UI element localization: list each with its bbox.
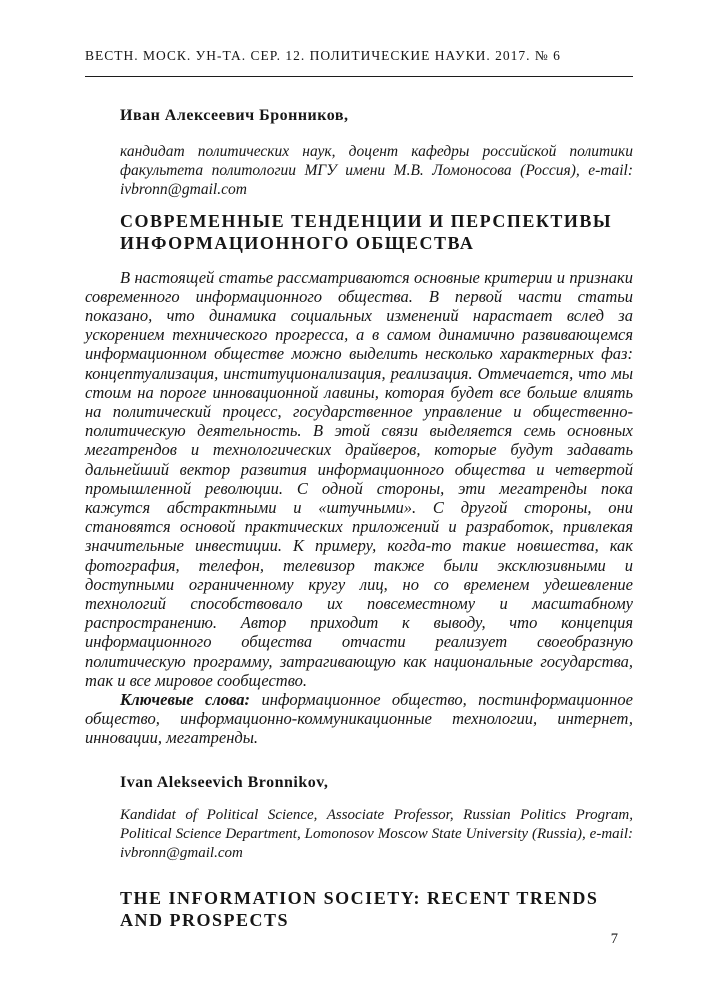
author-name-ru: Иван Алексеевич Бронников, xyxy=(120,107,349,124)
abstract-paragraph: В настоящей статье рассматриваются основные критерии и признаки современного информационного общества. В первой части статьи показано, что динамика социальных изменений нарастает вслед за ускорением технического прогресса, а в самом динамично развивающемся информационном обществе можно выделить несколько характерных фаз: концептуализация, институционализация, реализация. Отмечается, что мы стоим на пороге инновационной лавины, которая будет все больше влиять на политический процесс, государственное управление и общественно-политическую деятельность. В этой связи выделяется семь основных мегатрендов и технологических драйверов, которые будут задавать дальнейший вектор развития информационного общества и четвертой промышленной революции. С одной стороны, эти мегатренды пока кажутся абстрактными и «штучными». С другой стороны, они становятся основой практических приложений и разработок, привлекая значительные инвестиции. К примеру, когда-то такие новшества, как фотография, телефон, телевизор также были эксклюзивными и доступными ограниченному кругу лиц, но со временем удешевление технологий способствовало их повсеместному и масштабному распространению. Автор приходит к выводу, что концепция информационного общества отчасти реализует своеобразную политическую программу, затрагивающую как национальные государства, так и все мировое сообщество. xyxy=(85,267,633,690)
keywords-label: Ключевые слова: xyxy=(120,690,251,710)
page-number: 7 xyxy=(610,931,618,947)
journal-header: ВЕСТН. МОСК. УН-ТА. СЕР. 12. ПОЛИТИЧЕСКИЕ НАУКИ. 2017. № 6 xyxy=(85,0,633,77)
article-title-en: THE INFORMATION SOCIETY: RECENT TRENDS AND PROSPECTS xyxy=(120,888,599,931)
keywords-paragraph xyxy=(85,690,633,748)
author-name-en: Ivan Alekseevich Bronnikov, xyxy=(120,773,329,791)
author-affiliation-en: Kandidat of Political Science, Associate Professor, Russian Politics Program, Political Science Department, Lomonosov Moscow State University (Russia), e-mail: ivbronn@gmail.com xyxy=(120,806,633,862)
article-title-ru: СОВРЕМЕННЫЕ ТЕНДЕНЦИИ И ПЕРСПЕКТИВЫ ИНФОРМАЦИОННОГО ОБЩЕСТВА xyxy=(120,210,613,253)
author-affiliation-ru: кандидат политических наук, доцент кафедры российской политики факультета политологии МГУ имени М.В. Ломоносова (Россия), e-mail: ivbronn@gmail.com xyxy=(120,143,633,199)
keywords-text: информационное общество, постинформационное общество, информационно-коммуникационные технологии, интернет, инновации, мегатренды. xyxy=(85,690,633,748)
